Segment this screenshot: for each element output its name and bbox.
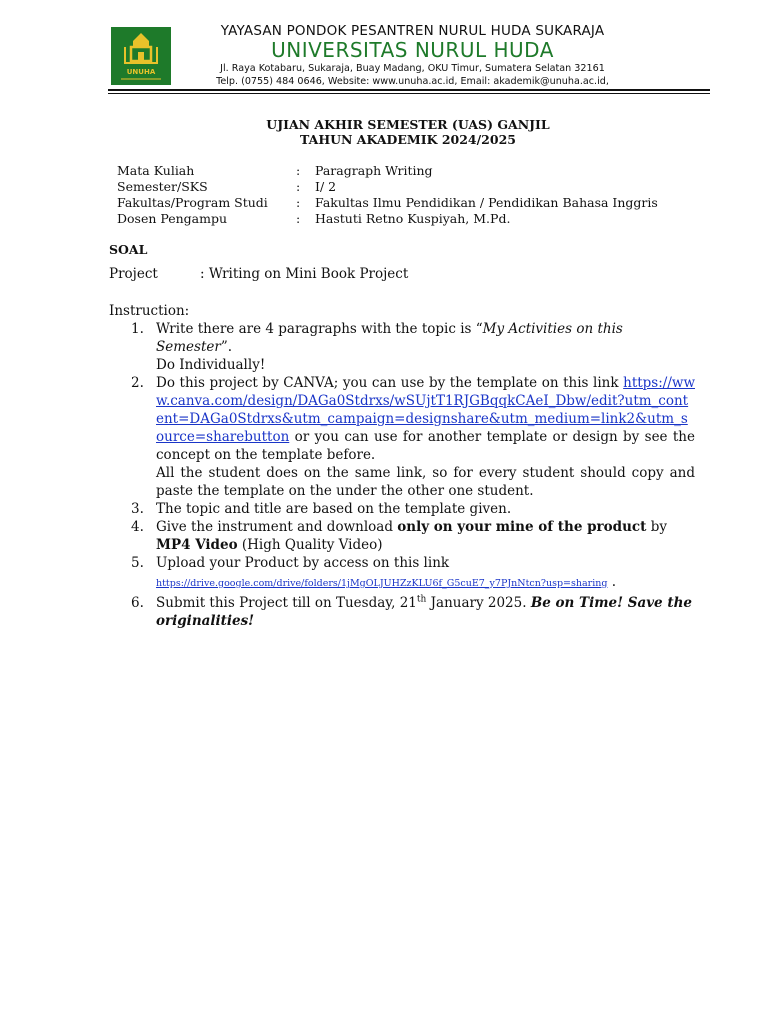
- item-text-part: or you can use for another template or design by see the concept on the template before.: [156, 429, 695, 463]
- item-text-part: January 2025.: [430, 595, 527, 611]
- item-text-line2: Do Individually!: [156, 357, 266, 373]
- item-text: [156, 320, 695, 356]
- link-trail: .: [611, 574, 617, 590]
- info-label: Mata Kuliah: [117, 163, 195, 178]
- letterhead-rule-thick: [108, 89, 710, 91]
- info-colon: :: [296, 195, 301, 210]
- item-number: 4.: [131, 519, 144, 535]
- info-row-lecturer: [117, 211, 677, 227]
- item-text: Upload your Product by access on this link: [156, 555, 450, 571]
- item-text-part: Submit this Project till on Tuesday, 21: [156, 595, 417, 611]
- info-value: I/ 2: [315, 179, 337, 194]
- letterhead-rule-thin: [108, 93, 710, 94]
- item-text-part: Write there are 4 paragraphs with the topic is “: [156, 321, 483, 337]
- project-value: : Writing on Mini Book Project: [200, 266, 409, 282]
- canva-template-link[interactable]: https://www.canva.com/design/DAGa0Stdrxs/wSUjtT1RJGBqqkCAeI_Dbw/edit?utm_content=DAGa0Stdrxs&utm_campaign=designshare&utm_medium=link2&utm_source=sharebutton: [156, 375, 695, 445]
- info-label: Semester/SKS: [117, 179, 208, 194]
- item-text-part: (High Quality Video): [241, 537, 383, 553]
- course-info-table: [117, 163, 677, 227]
- item-number: 2.: [131, 375, 144, 391]
- exam-title: UJIAN AKHIR SEMESTER (UAS) GANJIL: [266, 117, 550, 132]
- university-logo: [111, 27, 171, 85]
- topic-text: My Activities on this Semester: [156, 321, 623, 355]
- info-value: Hastuti Retno Kuspiyah, M.Pd.: [315, 211, 511, 226]
- ordinal-suffix: th: [416, 594, 427, 605]
- project-label: Project: [109, 266, 158, 282]
- instruction-list: [109, 320, 695, 630]
- drive-upload-link[interactable]: https://drive.google.com/drive/folders/1jMgOLJUHZzKLU6f_G5cuE7_y7PJnNtcn?usp=sharing: [156, 578, 608, 589]
- item-text: The topic and title are based on the template given.: [156, 501, 512, 517]
- list-item: [109, 320, 695, 374]
- item-text-part: ”.: [220, 339, 233, 355]
- bold-text: MP4 Video: [156, 537, 238, 553]
- soal-heading: SOAL: [109, 242, 148, 257]
- item-text-part: by: [650, 519, 667, 535]
- item-text: [156, 374, 695, 464]
- info-row-faculty: [117, 195, 677, 211]
- item-number: 1.: [131, 321, 144, 337]
- list-item: [109, 554, 695, 594]
- emphasis-text: Be on Time! Save the originalities!: [156, 595, 692, 629]
- item-text-part: Give the instrument and download: [156, 519, 393, 535]
- info-label: Dosen Pengampu: [117, 211, 228, 226]
- university-contact: Telp. (0755) 484 0646, Website: www.unuha.ac.id, Email: akademik@unuha.ac.id,: [216, 76, 609, 87]
- list-item: [109, 594, 695, 630]
- info-row-semester: [117, 179, 677, 195]
- item-text-note: All the student does on the same link, so for every student should copy and paste the template on the under the other one student.: [156, 465, 695, 499]
- info-row-course: [117, 163, 677, 179]
- item-text: [156, 594, 695, 630]
- bold-text: only on your mine of the product: [397, 519, 647, 535]
- list-item: [109, 518, 695, 554]
- info-colon: :: [296, 211, 301, 226]
- item-number: 3.: [131, 501, 144, 517]
- foundation-name: YAYASAN PONDOK PESANTREN NURUL HUDA SUKARAJA: [220, 23, 605, 39]
- item-text-part: Do this project by CANVA; you can use by the template on this link: [156, 375, 619, 391]
- item-text: [156, 518, 695, 554]
- item-number: 6.: [131, 595, 144, 611]
- academic-year: TAHUN AKADEMIK 2024/2025: [300, 132, 516, 147]
- item-number: 5.: [131, 555, 144, 571]
- list-item: [109, 374, 695, 500]
- drive-link-line: [156, 572, 695, 594]
- university-name: UNIVERSITAS NURUL HUDA: [271, 38, 554, 62]
- svg-text:UNUHA: UNUHA: [126, 68, 156, 76]
- info-colon: :: [296, 179, 301, 194]
- info-value: Paragraph Writing: [315, 163, 433, 178]
- info-label: Fakultas/Program Studi: [117, 195, 268, 210]
- instruction-heading: Instruction:: [109, 303, 190, 319]
- university-address: Jl. Raya Kotabaru, Sukaraja, Buay Madang, OKU Timur, Sumatera Selatan 32161: [220, 63, 605, 74]
- info-value: Fakultas Ilmu Pendidikan / Pendidikan Bahasa Inggris: [315, 195, 658, 210]
- info-colon: :: [296, 163, 301, 178]
- list-item: [109, 500, 695, 518]
